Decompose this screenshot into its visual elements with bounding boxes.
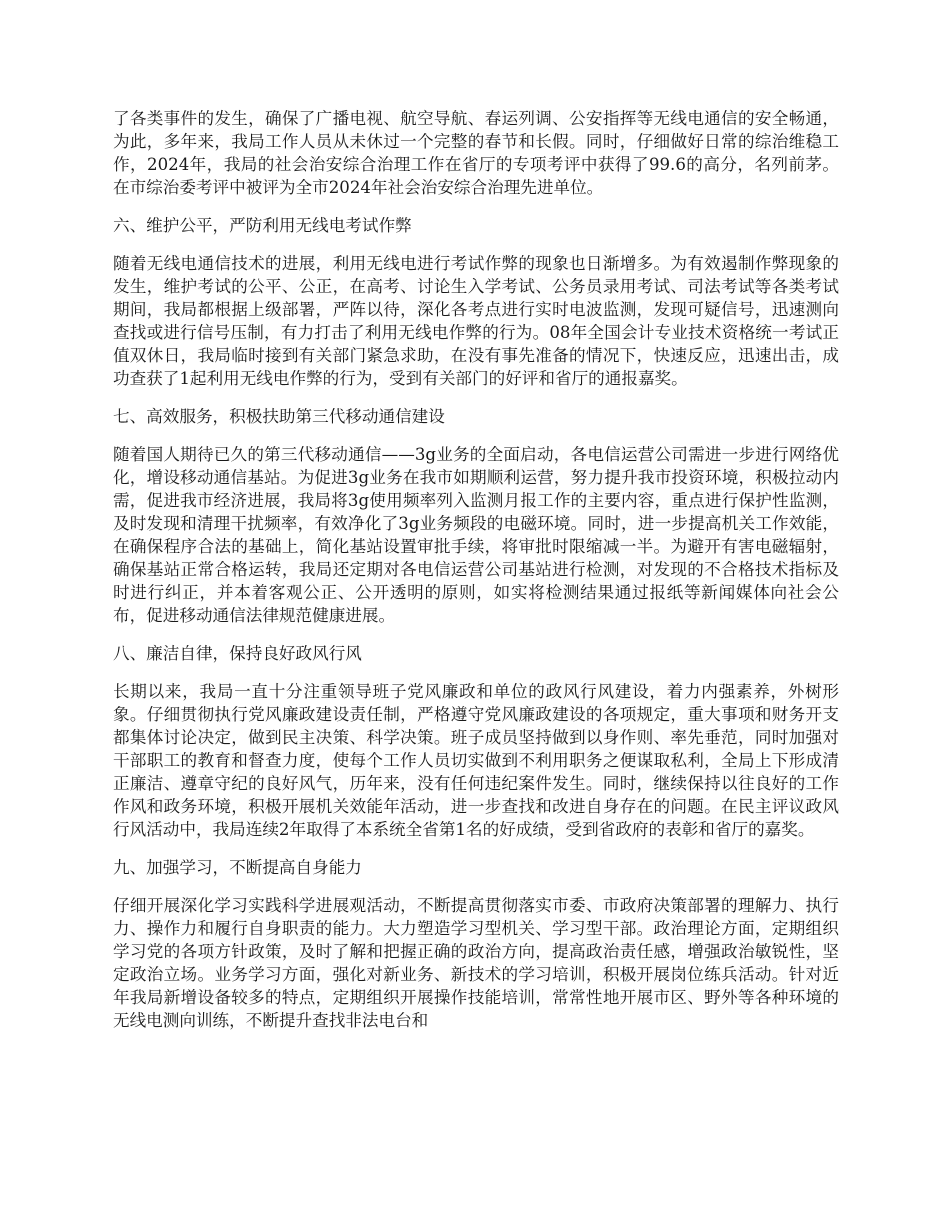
paragraph-public-safety: 了各类事件的发生，确保了广播电视、航空导航、春运列调、公安指挥等无线电通信的安全畅通，为此，多年来，我局工作人员从未休过一个完整的春节和长假。同时，仔细做好日常的综治维稳工作，2024年，我局的社会治安综合治理工作在省厅的专项考评中获得了99.6的高分，名列前茅。在市综治委考评中被评为全市2024年社会治安综合治理先进单位。	[113, 109, 839, 197]
section-heading-exam-fairness: 六、维护公平，严防利用无线电考试作弊	[113, 216, 412, 235]
document-body	[113, 107, 839, 1047]
paragraph-integrity: 长期以来，我局一直十分注重领导班子党风廉政和单位的政风行风建设，着力内强素养，外树形象。仔细贯彻执行党风廉政建设责任制，严格遵守党风廉政建设的各项规定，重大事项和财务开支都集体讨论决定，做到民主决策、科学决策。班子成员坚持做到以身作则、率先垂范，同时加强对干部职工的教育和督查力度，使每个工作人员切实做到不利用职务之便谋取私利，全局上下形成清正廉洁、遵章守纪的良好风气，历年来，没有任何违纪案件发生。同时，继续保持以往良好的工作作风和政务环境，积极开展机关效能年活动，进一步查找和改进自身存在的问题。在民主评议政风行风活动中，我局连续2年取得了本系统全省第1名的好成绩，受到省政府的表彰和省厅的嘉奖。	[113, 682, 839, 839]
paragraph-learning: 仔细开展深化学习实践科学进展观活动，不断提高贯彻落实市委、市政府决策部署的理解力、执行力、操作力和履行自身职责的能力。大力塑造学习型机关、学习型干部。政治理论方面，定期组织学习党的各项方针政策，及时了解和把握正确的政治方向，提高政治责任感，增强政治敏锐性，坚定政治立场。业务学习方面，强化对新业务、新技术的学习培训，积极开展岗位练兵活动。针对近年我局新增设备较多的特点，定期组织开展操作技能培训，常常性地开展市区、野外等各种环境的无线电测向训练，不断提升查找非法电台和	[113, 896, 839, 1030]
section-heading-integrity: 八、廉洁自律，保持良好政风行风	[113, 644, 362, 663]
section-heading-3g-support: 七、高效服务，积极扶助第三代移动通信建设	[113, 407, 445, 426]
section-heading-learning: 九、加强学习，不断提高自身能力	[113, 858, 362, 877]
paragraph-3g-support: 随着国人期待已久的第三代移动通信——3g业务的全面启动，各电信运营公司需进一步进行网络优化，增设移动通信基站。为促进3g业务在我市如期顺利运营，努力提升我市投资环境，积极拉动内需，促进我市经济进展，我局将3g使用频率列入监测月报工作的主要内容，重点进行保护性监测，及时发现和清理干扰频率，有效净化了3g业务频段的电磁环境。同时，进一步提高机关工作效能，在确保程序合法的基础上，简化基站设置审批手续，将审批时限缩减一半。为避开有害电磁辐射，确保基站正常合格运转，我局还定期对各电信运营公司基站进行检测，对发现的不合格技术指标及时进行纠正，并本着客观公正、公开透明的原则，如实将检测结果通过报纸等新闻媒体向社会公布，促进移动通信法律规范健康进展。	[113, 445, 839, 625]
paragraph-exam-fairness: 随着无线电通信技术的进展，利用无线电进行考试作弊的现象也日渐增多。为有效遏制作弊现象的发生，维护考试的公平、公正，在高考、讨论生入学考试、公务员录用考试、司法考试等各类考试期间，我局都根据上级部署，严阵以待，深化各考点进行实时电波监测，发现可疑信号，迅速测向查找或进行信号压制，有力打击了利用无线电作弊的行为。08年全国会计专业技术资格统一考试正值双休日，我局临时接到有关部门紧急求助，在没有事先准备的情况下，快速反应，迅速出击，成功查获了1起利用无线电作弊的行为，受到有关部门的好评和省厅的通报嘉奖。	[113, 254, 839, 388]
